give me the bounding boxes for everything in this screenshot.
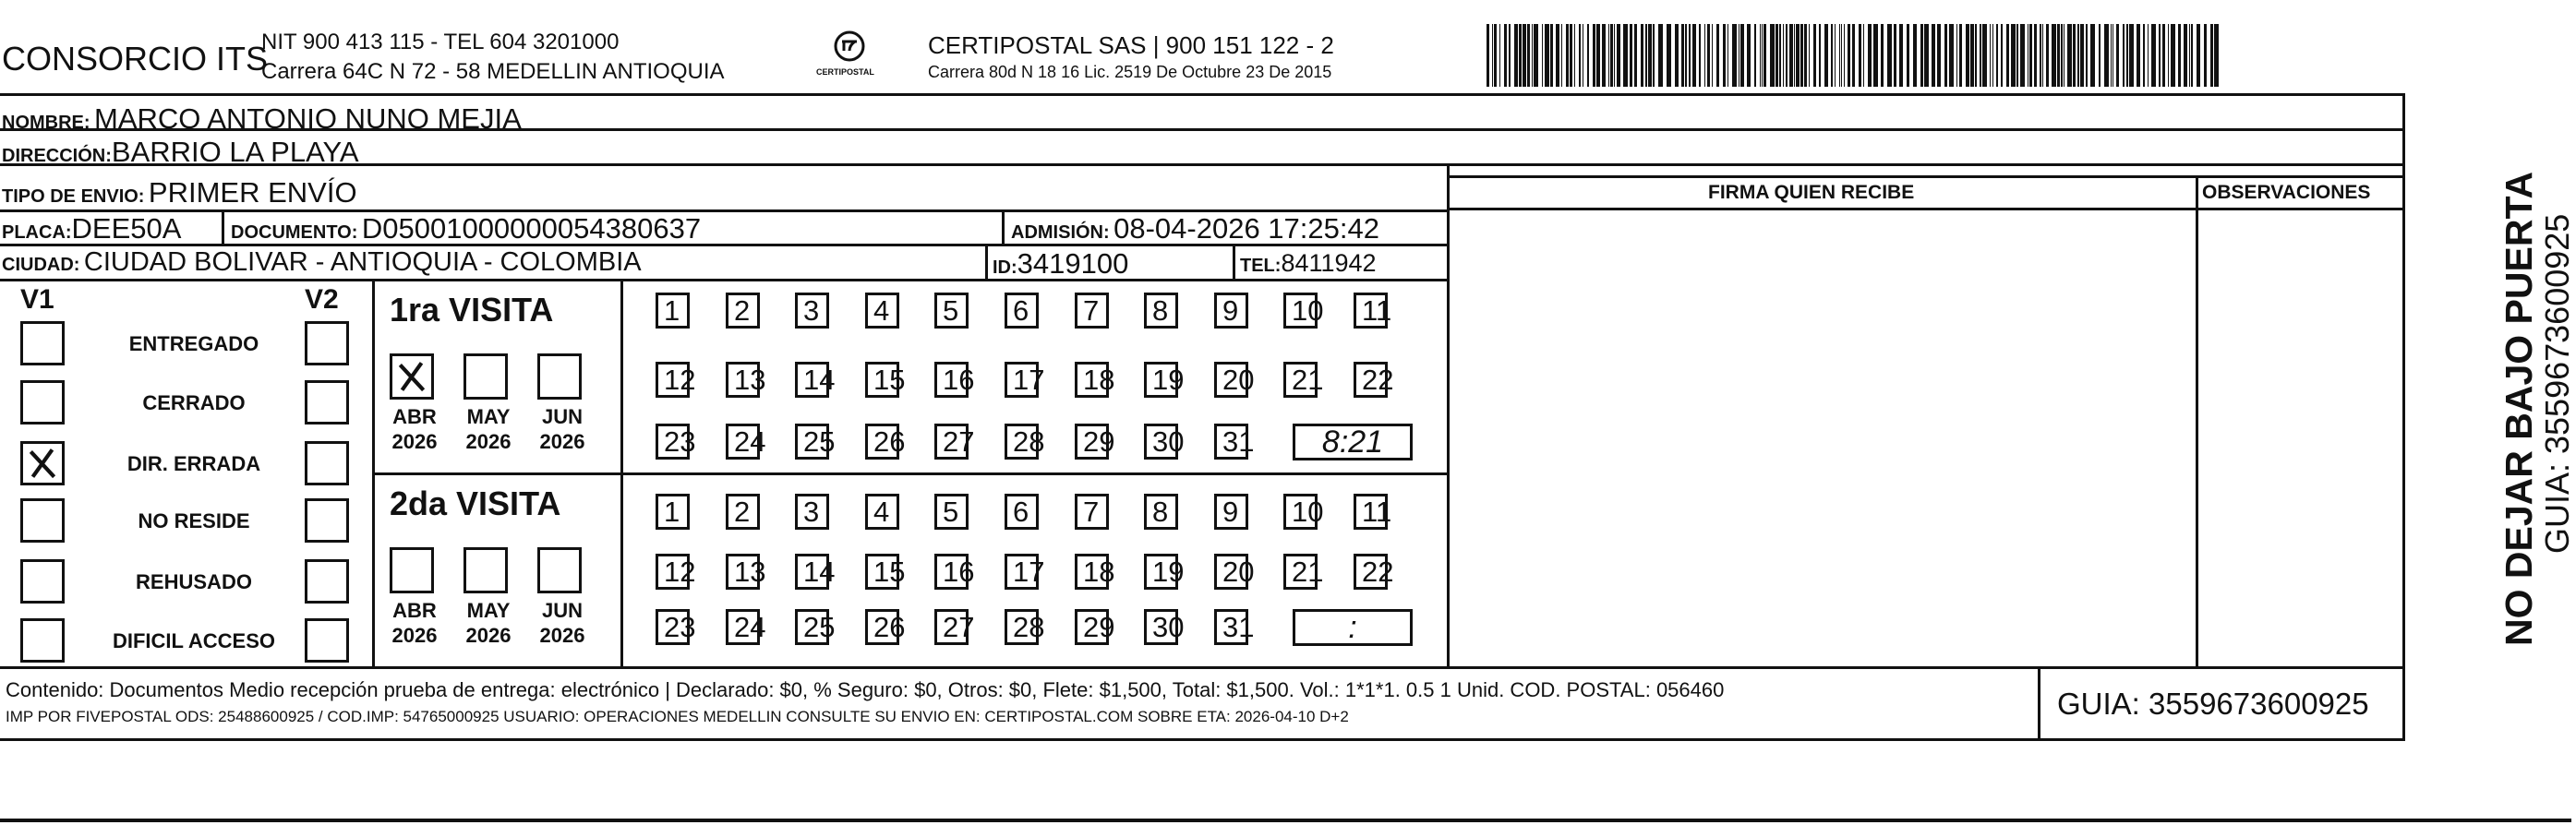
v1-label: V1 (20, 284, 54, 315)
id-label: ID: (993, 257, 1017, 278)
tipo-envio-value: PRIMER ENVÍO (148, 176, 357, 209)
day-box[interactable]: 30 (1144, 609, 1178, 645)
nombre-value: MARCO ANTONIO NUNO MEJIA (94, 102, 522, 135)
day-box[interactable]: 28 (1005, 609, 1039, 645)
month-checkbox[interactable] (390, 547, 434, 593)
day-box[interactable]: 21 (1283, 554, 1318, 590)
day-box[interactable]: 29 (1075, 424, 1109, 460)
visit-time-box[interactable]: : (1293, 609, 1413, 646)
footer-guia: GUIA: 3559673600925 (2057, 687, 2369, 721)
day-box[interactable]: 12 (656, 362, 690, 398)
month-label: MAY (466, 599, 511, 622)
day-box[interactable]: 31 (1214, 424, 1248, 460)
month-checkbox[interactable] (390, 353, 434, 400)
year-label: 2026 (539, 624, 585, 647)
certipostal-line2: Carrera 80d N 18 16 Lic. 2519 De Octubre 23 De 2015 (928, 63, 1332, 81)
day-box[interactable]: 4 (865, 494, 899, 530)
day-box[interactable]: 12 (656, 554, 690, 590)
day-box[interactable]: 1 (656, 293, 690, 329)
month-label: MAY (466, 405, 511, 428)
month-checkbox[interactable] (463, 547, 508, 593)
status-label: NO RESIDE (138, 509, 250, 532)
certipostal-line1: CERTIPOSTAL SAS | 900 151 122 - 2 (928, 31, 1334, 59)
footer-contenido: Contenido: Documentos Medio recepción prueba de entrega: electrónico | Declarado: $0, % Seguro: $0, Otros: $0, Flete: $1,500, Total: $1,500. Vol.: 1*1*1. 0.5 1 Unid. COD. POSTAL: 056460 (6, 678, 1725, 701)
logo-caption: CERTIPOSTAL (816, 67, 874, 77)
tel-value: 8411942 (1281, 249, 1377, 277)
day-box[interactable]: 16 (934, 554, 969, 590)
month-checkbox[interactable] (537, 353, 582, 400)
day-box[interactable]: 7 (1075, 494, 1109, 530)
day-box[interactable]: 18 (1075, 554, 1109, 590)
day-box[interactable]: 27 (934, 424, 969, 460)
status-v2-checkbox[interactable] (305, 559, 349, 604)
visit2-title: 2da VISITA (390, 484, 561, 522)
status-label: ENTREGADO (128, 332, 259, 355)
ciudad-label: CIUDAD: (2, 255, 80, 275)
status-v1-checkbox[interactable] (20, 618, 65, 663)
day-box[interactable]: 13 (726, 554, 760, 590)
day-box[interactable]: 24 (726, 609, 760, 645)
day-box[interactable]: 13 (726, 362, 760, 398)
visit1-title: 1ra VISITA (390, 291, 554, 329)
barcode (1487, 24, 2225, 89)
day-box[interactable]: 26 (865, 424, 899, 460)
day-box[interactable]: 19 (1144, 554, 1178, 590)
day-box[interactable]: 2 (726, 293, 760, 329)
day-box[interactable]: 31 (1214, 609, 1248, 645)
day-box[interactable]: 3 (795, 494, 829, 530)
nit-tel: NIT 900 413 115 - TEL 604 3201000 (261, 30, 620, 54)
direccion-value: BARRIO LA PLAYA (111, 136, 359, 168)
day-box[interactable]: 1 (656, 494, 690, 530)
day-box[interactable]: 8 (1144, 293, 1178, 329)
v2-label: V2 (305, 284, 339, 315)
side-guia: GUIA: 3559673600925 (2538, 213, 2576, 554)
status-v1-checkbox[interactable] (20, 559, 65, 604)
company-name: CONSORCIO ITS (2, 40, 269, 78)
month-label: JUN (541, 599, 583, 622)
nombre-label: NOMBRE: (2, 113, 90, 133)
placa-label: PLACA: (2, 222, 72, 243)
check-mark-icon (392, 356, 431, 397)
firma-header: FIRMA QUIEN RECIBE (1708, 182, 1915, 203)
day-box[interactable]: 14 (795, 362, 829, 398)
status-label: DIR. ERRADA (126, 452, 261, 475)
direccion-label: DIRECCIÓN: (2, 146, 112, 166)
month-checkbox[interactable] (463, 353, 508, 400)
day-box[interactable]: 15 (865, 362, 899, 398)
day-box[interactable]: 19 (1144, 362, 1178, 398)
status-v2-checkbox[interactable] (305, 498, 349, 543)
day-box[interactable]: 10 (1283, 494, 1318, 530)
day-box[interactable]: 6 (1005, 494, 1039, 530)
tipo-envio-label: TIPO DE ENVIO: (2, 186, 145, 207)
status-v2-checkbox[interactable] (305, 618, 349, 663)
footer-imp: IMP POR FIVEPOSTAL ODS: 25488600925 / COD.IMP: 54765000925 USUARIO: OPERACIONES MEDELLIN CONSULTE SU ENVIO EN: CERTIPOSTAL.COM SOBRE ETA: 2026-04-10 D+2 (6, 708, 1349, 725)
documento-value: D05001000000054380637 (361, 212, 702, 245)
day-box[interactable]: 14 (795, 554, 829, 590)
status-v1-checkbox[interactable] (20, 321, 65, 365)
day-box[interactable]: 11 (1354, 494, 1388, 530)
no-dejar-bajo-puerta: NO DEJAR BAJO PUERTA (2498, 171, 2540, 646)
day-box[interactable]: 10 (1283, 293, 1318, 329)
day-box[interactable]: 5 (934, 293, 969, 329)
status-v2-checkbox[interactable] (305, 380, 349, 424)
company-address: Carrera 64C N 72 - 58 MEDELLIN ANTIOQUIA (261, 59, 725, 84)
tel-label: TEL: (1240, 256, 1282, 276)
day-box[interactable]: 17 (1005, 554, 1039, 590)
id-value: 3419100 (1017, 247, 1129, 280)
day-box[interactable]: 7 (1075, 293, 1109, 329)
certipostal-logo (813, 28, 886, 87)
status-v1-checkbox[interactable] (20, 441, 65, 485)
month-label: ABR (392, 405, 437, 428)
year-label: 2026 (539, 430, 585, 453)
month-label: ABR (392, 599, 437, 622)
status-v1-checkbox[interactable] (20, 380, 65, 424)
day-box[interactable]: 3 (795, 293, 829, 329)
year-label: 2026 (391, 430, 438, 453)
day-box[interactable]: 24 (726, 424, 760, 460)
day-box[interactable]: 16 (934, 362, 969, 398)
month-label: JUN (541, 405, 583, 428)
status-label: REHUSADO (136, 570, 252, 593)
day-box[interactable]: 8 (1144, 494, 1178, 530)
day-box[interactable]: 26 (865, 609, 899, 645)
status-v2-checkbox[interactable] (305, 441, 349, 485)
documento-label: DOCUMENTO: (231, 222, 358, 243)
day-box[interactable]: 4 (865, 293, 899, 329)
day-box[interactable]: 21 (1283, 362, 1318, 398)
year-label: 2026 (391, 624, 438, 647)
day-box[interactable]: 5 (934, 494, 969, 530)
day-box[interactable]: 29 (1075, 609, 1109, 645)
admision-value: 08-04-2026 17:25:42 (1113, 212, 1379, 245)
visit-time-box[interactable]: 8:21 (1293, 424, 1413, 460)
day-box[interactable]: 2 (726, 494, 760, 530)
day-box[interactable]: 9 (1214, 293, 1248, 329)
day-box[interactable]: 6 (1005, 293, 1039, 329)
ciudad-value: CIUDAD BOLIVAR - ANTIOQUIA - COLOMBIA (83, 247, 642, 277)
day-box[interactable]: 22 (1354, 554, 1388, 590)
observaciones-header: OBSERVACIONES (2202, 182, 2371, 203)
status-label: CERRADO (142, 391, 246, 414)
day-box[interactable]: 25 (795, 424, 829, 460)
day-box[interactable]: 22 (1354, 362, 1388, 398)
day-box[interactable]: 23 (656, 424, 690, 460)
placa-value: DEE50A (71, 212, 182, 245)
day-box[interactable]: 30 (1144, 424, 1178, 460)
status-v1-checkbox[interactable] (20, 498, 65, 543)
day-box[interactable]: 20 (1214, 554, 1248, 590)
admision-label: ADMISIÓN: (1011, 222, 1110, 243)
status-v2-checkbox[interactable] (305, 321, 349, 365)
day-box[interactable]: 23 (656, 609, 690, 645)
day-box[interactable]: 20 (1214, 362, 1248, 398)
check-mark-icon (23, 444, 62, 483)
day-box[interactable]: 18 (1075, 362, 1109, 398)
status-label: DIFICIL ACCESO (112, 629, 275, 652)
day-box[interactable]: 25 (795, 609, 829, 645)
day-box[interactable]: 11 (1354, 293, 1388, 329)
day-box[interactable]: 27 (934, 609, 969, 645)
day-box[interactable]: 28 (1005, 424, 1039, 460)
year-label: 2026 (465, 430, 512, 453)
day-box[interactable]: 9 (1214, 494, 1248, 530)
month-checkbox[interactable] (537, 547, 582, 593)
year-label: 2026 (465, 624, 512, 647)
day-box[interactable]: 17 (1005, 362, 1039, 398)
day-box[interactable]: 15 (865, 554, 899, 590)
